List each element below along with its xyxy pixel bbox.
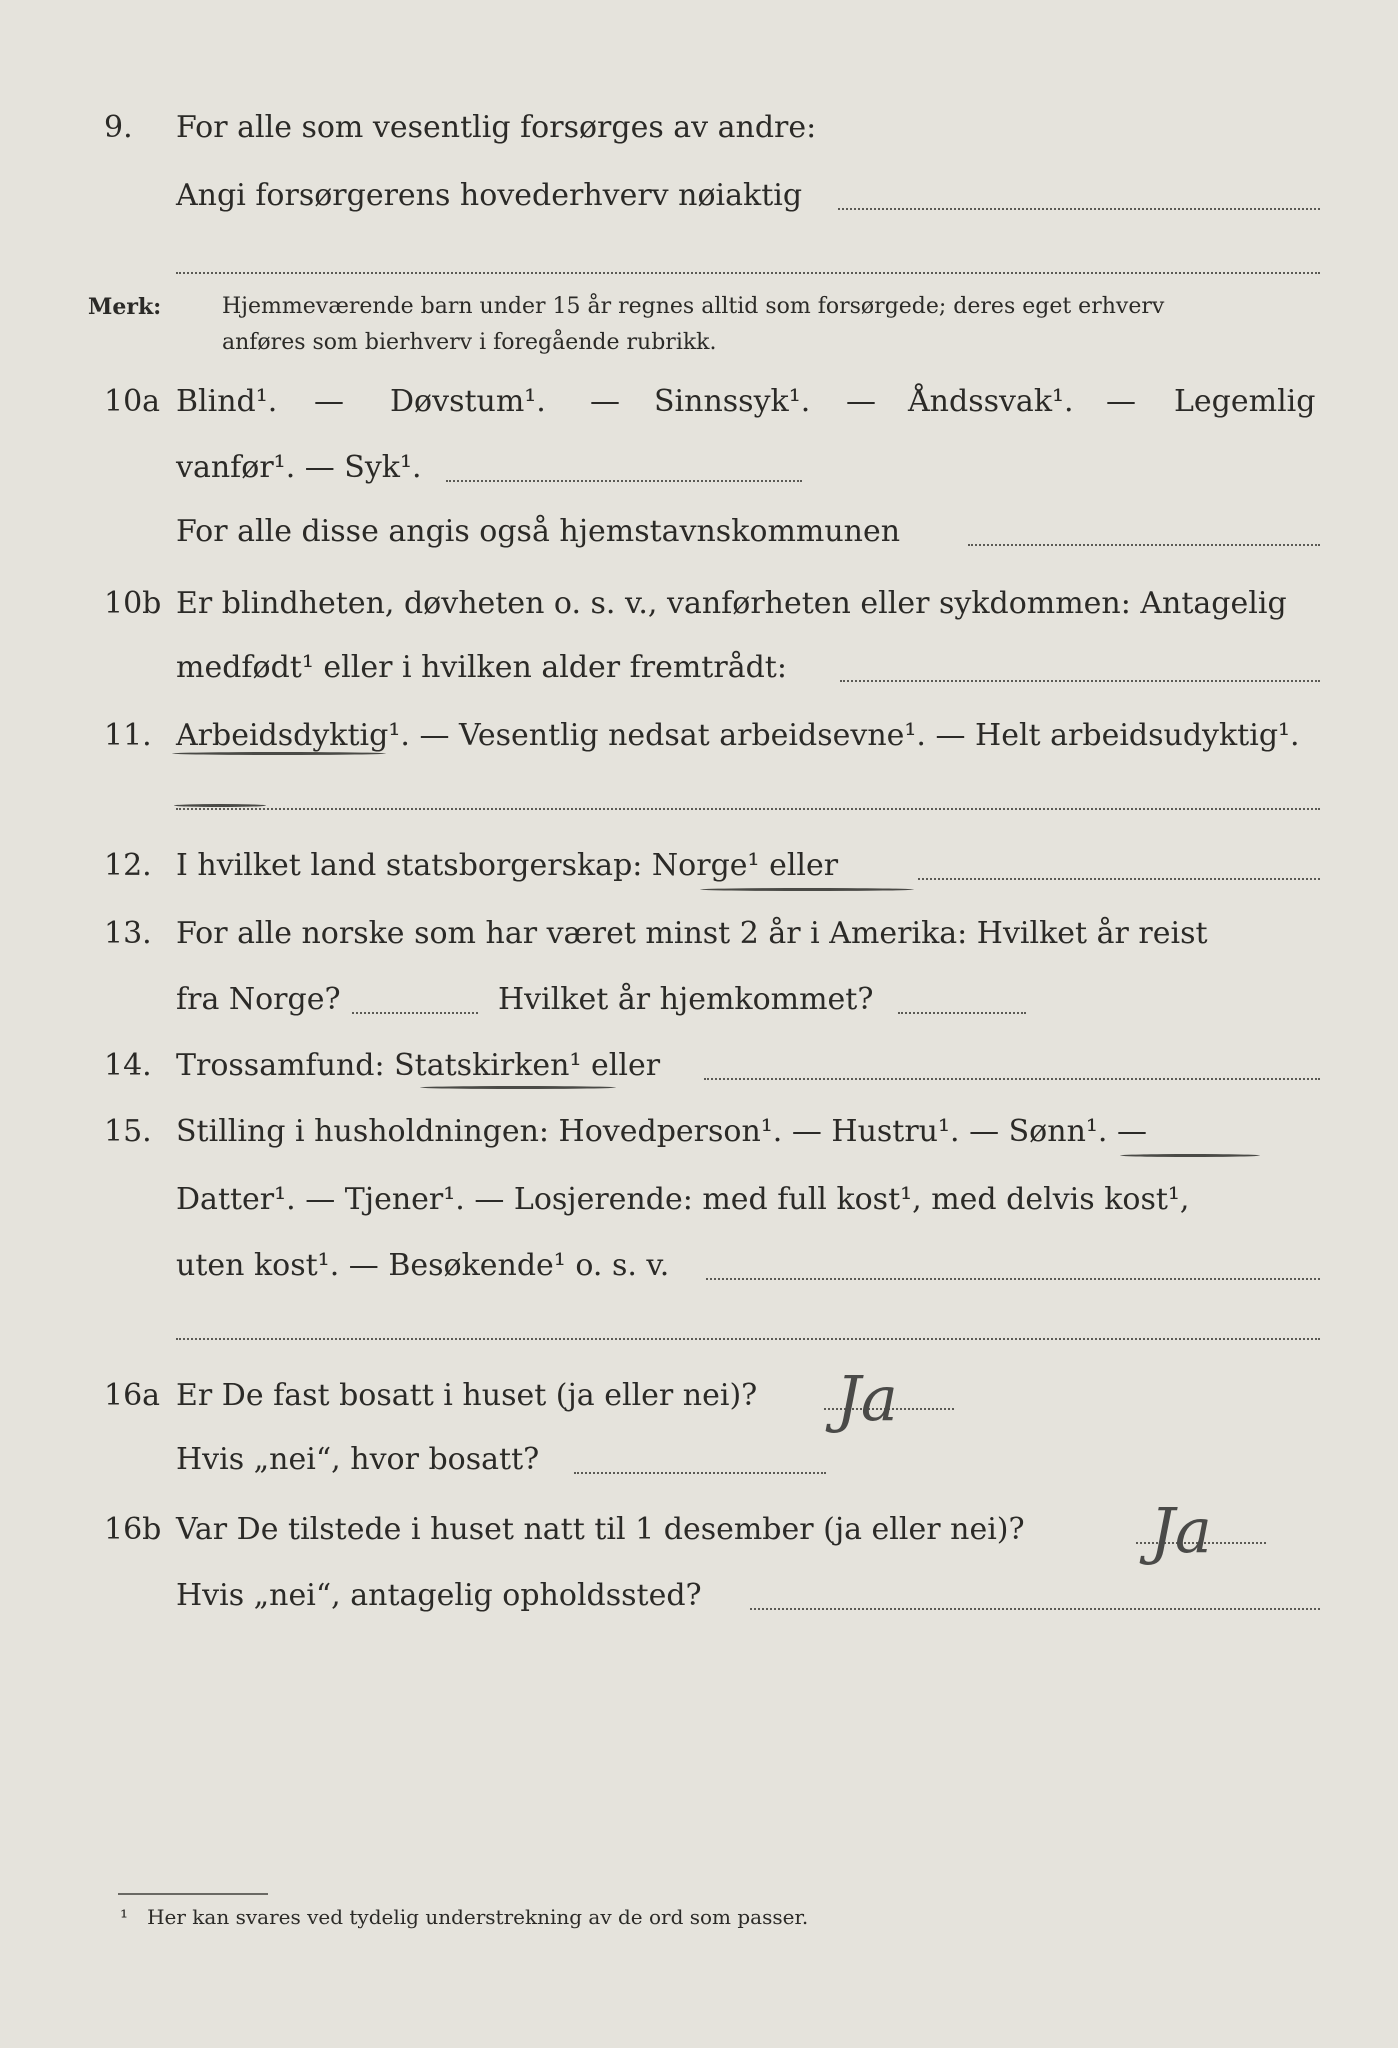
footnote-mark: ¹ xyxy=(120,1905,129,1929)
q9-answer-line[interactable] xyxy=(838,208,1320,210)
q10b-number: 10b xyxy=(104,586,162,621)
q9-sub-text: Angi forsørgerens hovederhverv nøiaktig xyxy=(176,178,803,213)
q10a-line3: For alle disse angis også hjemstavnskommunen xyxy=(176,514,901,549)
q15-handwritten-underline xyxy=(1120,1154,1260,1157)
q16a-text: Er De fast bosatt i huset (ja eller nei)? xyxy=(176,1378,758,1413)
q10b-line2[interactable]: medfødt¹ eller i hvilken alder fremtrådt: xyxy=(176,650,787,685)
q13-from-line[interactable] xyxy=(352,1012,478,1014)
q10a-dash-b: — xyxy=(590,384,620,419)
q10a-home-line[interactable] xyxy=(968,544,1320,546)
merk-text-2: anføres som bierhverv i foregående rubrikk. xyxy=(222,330,717,355)
q16b-place-line[interactable] xyxy=(750,1608,1320,1610)
q16b-number: 16b xyxy=(104,1512,162,1547)
q13-home-line[interactable] xyxy=(898,1012,1026,1014)
q13-text: For alle norske som har været minst 2 år i Amerika: Hvilket år reist xyxy=(176,916,1208,951)
q11-extra-line[interactable] xyxy=(176,808,1320,810)
q10a-dash-c: — xyxy=(846,384,876,419)
q15-line2[interactable]: Datter¹. — Tjener¹. — Losjerende: med full kost¹, med delvis kost¹, xyxy=(176,1182,1190,1217)
q10a-opt-dovstum[interactable]: Døvstum¹. xyxy=(390,384,546,419)
q10a-opt-legemlig[interactable]: Legemlig xyxy=(1174,384,1316,419)
q14-text[interactable]: Trossamfund: Statskirken¹ eller xyxy=(176,1048,661,1083)
q15-text[interactable]: Stilling i husholdningen: Hovedperson¹. — Hustru¹. — Sønn¹. — xyxy=(176,1114,1147,1149)
q10b-answer-line[interactable] xyxy=(840,680,1320,682)
q14-number: 14. xyxy=(104,1048,152,1083)
q10a-opt-andssvak[interactable]: Åndssvak¹. xyxy=(908,384,1074,419)
q14-handwritten-underline xyxy=(420,1086,616,1089)
q16a-where-line[interactable] xyxy=(574,1472,826,1474)
merk-text-1: Hjemmeværende barn under 15 år regnes alltid som forsørgede; deres eget erhverv xyxy=(222,294,1165,319)
q10b-text: Er blindheten, døvheten o. s. v., vanførheten eller sykdommen: Antagelig xyxy=(176,586,1287,621)
q10a-answer-line[interactable] xyxy=(446,480,802,482)
q16b-handwritten-answer: Ja xyxy=(1150,1494,1212,1567)
q16a-line2: Hvis „nei“, hvor bosatt? xyxy=(176,1442,540,1477)
q9-number: 9. xyxy=(104,110,133,145)
q9-text: For alle som vesentlig forsørges av andre: xyxy=(176,110,817,145)
footnote-rule xyxy=(118,1893,268,1895)
q10a-dash-d: — xyxy=(1106,384,1136,419)
q15-extra-line[interactable] xyxy=(176,1338,1320,1340)
q16b-line2: Hvis „nei“, antagelig opholdssted? xyxy=(176,1578,702,1613)
q16a-number: 16a xyxy=(104,1378,161,1413)
q11-number: 11. xyxy=(104,718,152,753)
q11-handwritten-underline xyxy=(172,752,386,755)
q16b-text: Var De tilstede i huset natt til 1 desember (ja eller nei)? xyxy=(176,1512,1025,1547)
q12-handwritten-underline xyxy=(700,888,914,891)
q12-text[interactable]: I hvilket land statsborgerskap: Norge¹ eller xyxy=(176,848,839,883)
q13-number: 13. xyxy=(104,916,152,951)
q16a-handwritten-answer: Ja xyxy=(836,1362,898,1435)
q10a-opt-sinnssyk[interactable]: Sinnssyk¹. xyxy=(654,384,811,419)
q10a-dash-a: — xyxy=(314,384,344,419)
q15-answer-line[interactable] xyxy=(706,1278,1320,1280)
q10a-line2[interactable]: vanfør¹. — Syk¹. xyxy=(176,450,422,485)
q10a-opt-blind[interactable]: Blind¹. xyxy=(176,384,278,419)
q11-pen-mark xyxy=(174,804,266,807)
q15-line3[interactable]: uten kost¹. — Besøkende¹ o. s. v. xyxy=(176,1248,670,1283)
q13-home-label: Hvilket år hjemkommet? xyxy=(498,982,874,1017)
q12-answer-line[interactable] xyxy=(918,878,1320,880)
q13-from-label: fra Norge? xyxy=(176,982,341,1017)
q10a-number: 10a xyxy=(104,384,161,419)
q11-text[interactable]: Arbeidsdyktig¹. — Vesentlig nedsat arbeidsevne¹. — Helt arbeidsudyktig¹. xyxy=(176,718,1300,753)
merk-label: Merk: xyxy=(88,294,162,320)
footnote-text: Her kan svares ved tydelig understrekning av de ord som passer. xyxy=(147,1905,809,1929)
q12-number: 12. xyxy=(104,848,152,883)
q15-number: 15. xyxy=(104,1114,152,1149)
footnote xyxy=(120,1905,808,1929)
q14-answer-line[interactable] xyxy=(704,1078,1320,1080)
q9-extra-line[interactable] xyxy=(176,272,1320,274)
